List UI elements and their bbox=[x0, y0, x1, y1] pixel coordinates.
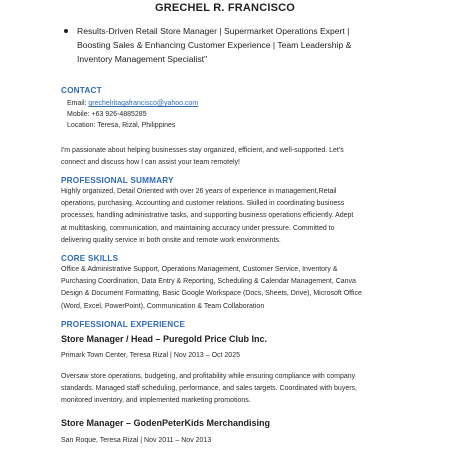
email-label: Email: bbox=[67, 100, 89, 107]
summary-paragraph: Highly organized, Detail Oriented with over 26 years of experience in management,Retail operations, purchasing, Accounting and customer relations. Skilled in coordinating business processes, handling administrative tasks, and supporting business operations efficiently. Adept at multitasking, communication, and maintaining accuracy under pressure. Committed to delivering quality service in both onsite and remote work environments. bbox=[61, 188, 354, 244]
contact-location: Location: Teresa, Rizal, Philippines bbox=[67, 122, 176, 130]
intro-paragraph: I'm passionate about helping businesses stay organized, efficient, and well-supported. Let's connect and discuss how I can assist your team remotely! bbox=[61, 147, 344, 167]
job-description: Oversaw store operations, budgeting, and profitability while ensuring compliance with company standards. Managed staff scheduling, performance, and sales targets. Coordinated with buyers, monitored inventory, and implemented marketing promotions. bbox=[61, 373, 357, 405]
experience-heading: PROFESSIONAL EXPERIENCE bbox=[61, 320, 186, 329]
summary-heading: PROFESSIONAL SUMMARY bbox=[61, 176, 174, 185]
job-title: Store Manager – GodenPeterKids Merchandising bbox=[61, 418, 271, 428]
contact-details bbox=[67, 98, 198, 132]
headline-bullet bbox=[77, 24, 377, 66]
skills-heading: CORE SKILLS bbox=[61, 254, 119, 263]
bullet-icon bbox=[64, 29, 68, 33]
job-meta: San Roque, Teresa Rizal | Nov 2011 – Nov 2013 bbox=[61, 437, 212, 444]
job-meta: Primark Town Center, Teresa Rizal | Nov 2013 – Oct 2025 bbox=[61, 352, 240, 359]
contact-email bbox=[67, 98, 198, 109]
job-title: Store Manager / Head – Puregold Price Club Inc. bbox=[61, 334, 268, 344]
resume-name: GRECHEL R. FRANCISCO bbox=[154, 2, 296, 14]
headline-text: Results-Driven Retail Store Manager | Supermarket Operations Expert | Boosting Sales & Enhancing Customer Experience | Team Leadership & Inventory Management Specialist" bbox=[77, 26, 352, 64]
contact-heading: CONTACT bbox=[61, 86, 102, 95]
contact-mobile: Mobile: +63 926-4885285 bbox=[67, 111, 147, 119]
email-link[interactable]: grechelritagafrancisco@yahoo.com bbox=[88, 100, 199, 107]
skills-paragraph: Office & Administrative Support, Operations Management, Customer Service, Inventory & Purchasing Coordination, Data Entry & Reporting, Scheduling & Calendar Management, Canva Design & Document Formatting, Basic Google Workspace (Docs, Sheets, Drive), Microsoft Office (Word, Excel, PowerPoint), Communication & Team Collaboration bbox=[61, 266, 362, 310]
